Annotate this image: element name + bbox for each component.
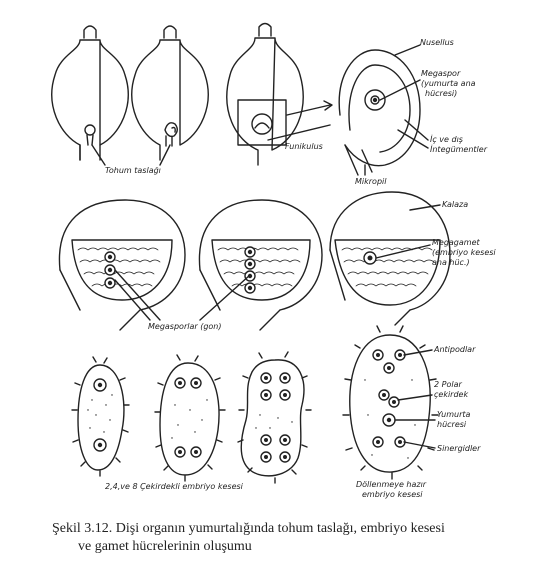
label-dollenme: Döllenmeye hazır [356,480,427,489]
pointer-polar [398,395,432,400]
pointer-kalaza [410,205,440,210]
label-megagamet: Megagamet [432,238,480,247]
label-kalaza: Kalaza [442,200,469,209]
label-megagamet-2: (embriyo kesesi [432,248,496,257]
pointer-megaspor [380,80,420,100]
label-megaspor-3: hücresi) [425,89,458,98]
ovary-stage-1 [52,26,128,160]
label-tohum-taslagi: Tohum taslağı [105,166,161,175]
label-yumurta-2: hücresi [437,420,467,429]
ovule-tetrad-2 [199,200,322,330]
label-antipodlar: Antipodlar [434,345,476,354]
label-yumurta: Yumurta [437,410,471,419]
pointer-megasporlar [115,270,250,320]
label-nusellus: Nusellus [420,38,454,47]
label-megaspor-2: (yumurta ana [421,79,476,88]
ovule-tetrad-1 [59,200,185,330]
label-cekirdekli: 2,4,ve 8 Çekirdekli embriyo kesesi [105,482,243,491]
pointer-sinergidler [404,442,435,448]
label-funikulus: Funikulus [285,142,323,151]
label-megaspor: Megaspor [421,69,461,78]
pointer-nusellus [395,45,420,55]
embryo-sac-mature [343,326,438,479]
caption-line-2: ve gamet hücrelerinin oluşumu [78,539,252,554]
pointer-funikulus [268,125,330,140]
ovary-stage-2 [132,26,208,160]
label-megagamet-3: ana hüc.) [432,258,470,267]
label-sinergidler: Sinergidler [437,444,481,453]
label-polar: 2 Polar [434,380,462,389]
pointer-tohum [92,145,170,165]
label-integument-2: İntegümentler [430,145,487,154]
label-dollenme-2: embriyo kesesi [362,490,423,499]
embryo-sac-4-nuclei [155,355,225,481]
figure-caption [52,520,522,556]
label-integument: İç ve dış [430,135,463,144]
embryo-sac-2-nuclei [72,357,129,476]
label-megasporlar: Megasporlar (gon) [148,322,222,331]
caption-line-1: Şekil 3.12. Dişi organın yumurtalığında tohum taslağı, embriyo kesesi [52,521,445,536]
pointer-integument [398,120,428,148]
label-mikropil: Mikropil [355,177,387,186]
pointer-megagamet [376,245,430,258]
embryo-sac-8-nuclei [238,352,311,483]
arrow-to-enlarged-ovule [287,105,330,115]
enlarged-ovule [339,50,420,175]
label-polar-2: çekirdek [434,390,469,399]
